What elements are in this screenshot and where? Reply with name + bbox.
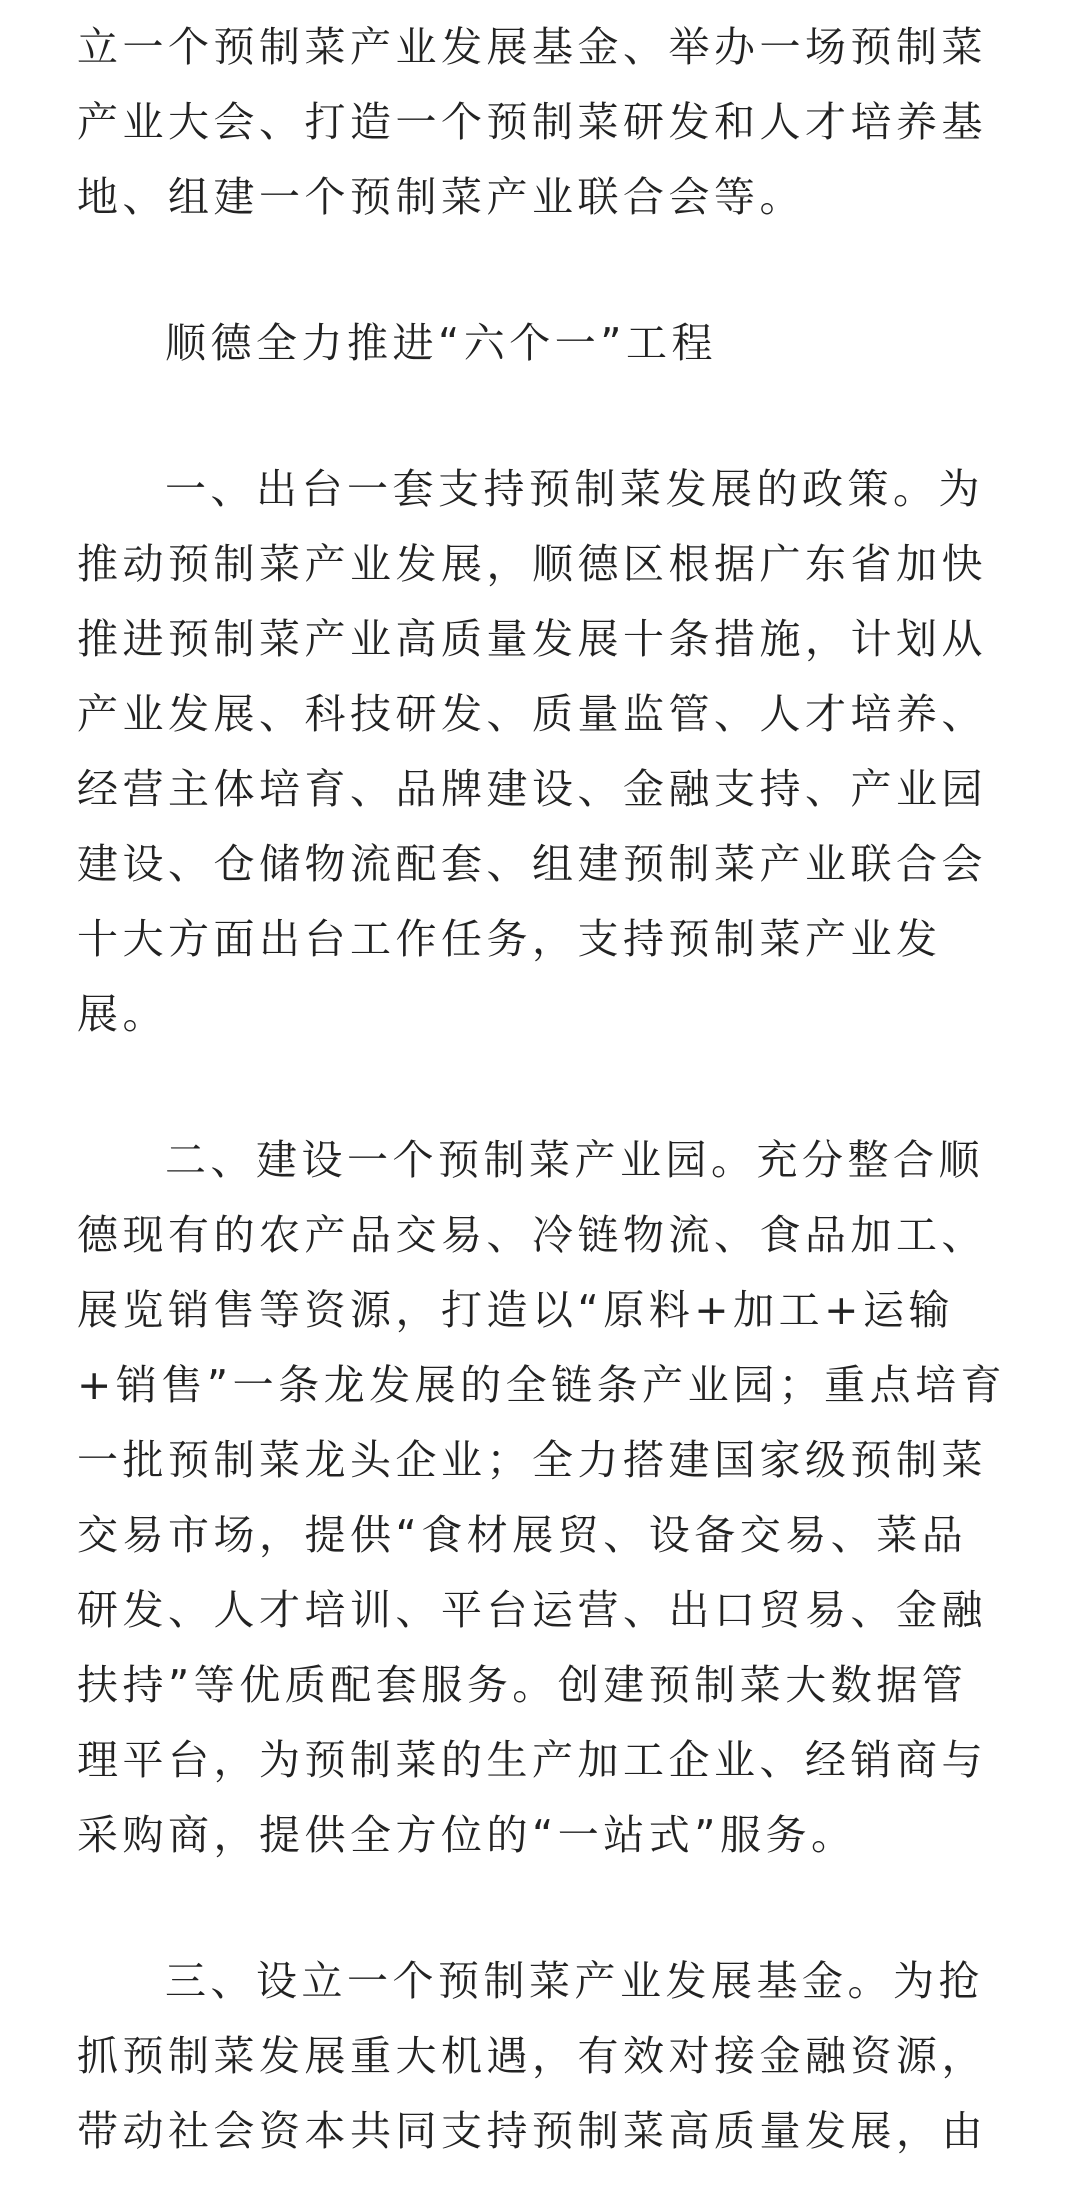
text-line: 经营主体培育、品牌建设、金融支持、产业园 [77,765,987,813]
text-line: 建设、仓储物流配套、组建预制菜产业联合会 [77,840,987,888]
text-line: +销售”一条龙发展的全链条产业园；重点培育 [77,1361,1007,1409]
section-subheading: 顺德全力推进“六个一”工程 [165,319,717,367]
text-line: 二、建设一个预制菜产业园。充分整合顺 [165,1136,984,1184]
text-line: 推进预制菜产业高质量发展十条措施，计划从 [77,615,987,663]
text-line: 抓预制菜发展重大机遇，有效对接金融资源， [77,2032,987,2080]
section-2-paragraph [77,1123,1007,1873]
section-3-paragraph [77,1944,1003,2169]
text-line: 采购商，提供全方位的“一站式”服务。 [77,1811,857,1859]
paragraph-gap [77,235,1003,306]
paragraph-gap [77,1052,1003,1123]
section-1-paragraph [77,452,1003,1052]
text-line: 立一个预制菜产业发展基金、举办一场预制菜 [77,23,987,71]
text-line: 扶持”等优质配套服务。创建预制菜大数据管 [77,1661,968,1709]
text-line: 展览销售等资源，打造以“原料+加工+运输 [77,1286,954,1334]
text-line: 推动预制菜产业发展，顺德区根据广东省加快 [77,540,987,588]
text-line: 德现有的农产品交易、冷链物流、食品加工、 [77,1211,987,1259]
paragraph-gap [77,1873,1003,1944]
text-line: 产业大会、打造一个预制菜研发和人才培养基 [77,98,987,146]
text-line: 十大方面出台工作任务，支持预制菜产业发 [77,915,942,963]
text-line: 研发、人才培训、平台运营、出口贸易、金融 [77,1586,987,1634]
text-line: 理平台，为预制菜的生产加工企业、经销商与 [77,1736,987,1784]
text-line: 带动社会资本共同支持预制菜高质量发展，由 [77,2107,987,2155]
intro-paragraph [77,10,1003,235]
text-line: 三、设立一个预制菜产业发展基金。为抢 [165,1957,984,2005]
subheading-paragraph [77,306,1003,381]
text-line: 交易市场，提供“食材展贸、设备交易、菜品 [77,1511,968,1559]
text-line: 地、组建一个预制菜产业联合会等。 [77,173,805,221]
text-line: 一、出台一套支持预制菜发展的政策。为 [165,465,984,513]
text-line: 产业发展、科技研发、质量监管、人才培养、 [77,690,987,738]
paragraph-gap [77,381,1003,452]
text-line: 一批预制菜龙头企业；全力搭建国家级预制菜 [77,1436,987,1484]
article-body [77,10,1007,2169]
text-line: 展。 [77,990,168,1038]
